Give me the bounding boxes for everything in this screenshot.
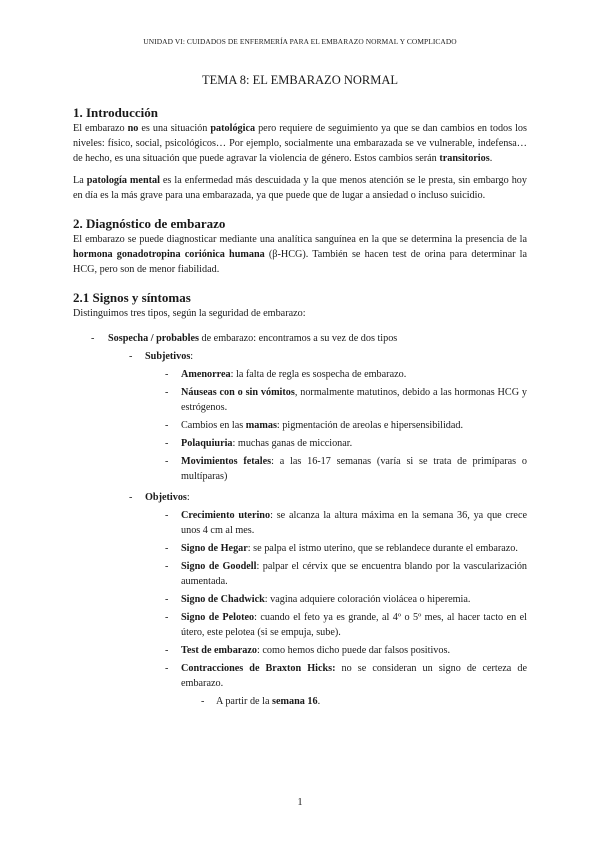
section-heading-signos: 2.1 Signos y síntomas xyxy=(73,290,191,305)
dash-bullet: - xyxy=(165,612,169,623)
bold-run: patológica xyxy=(210,123,256,134)
dash-bullet: - xyxy=(165,510,169,521)
bold-run: Subjetivos xyxy=(145,351,191,362)
text-run: El embarazo se puede diagnosticar mediante una analítica sanguínea en la que se determina la presencia de la xyxy=(73,234,527,245)
bold-run: Crecimiento uterino xyxy=(181,510,271,521)
list-item-test xyxy=(73,643,527,658)
bold-run: Signo de Chadwick xyxy=(181,594,265,605)
running-header: UNIDAD VI: CUIDADOS DE ENFERMERÍA PARA EL EMBARAZO NORMAL Y COMPLICADO xyxy=(143,37,457,46)
list-item-goodell xyxy=(73,559,527,589)
bold-run: hormona gonadotropina coriónica humana xyxy=(73,249,265,260)
bold-run: Signo de Hegar xyxy=(181,543,248,554)
text-run: : xyxy=(186,492,190,503)
list-item-mamas xyxy=(73,418,527,433)
list-item-semana16 xyxy=(73,694,527,709)
document-body xyxy=(73,104,527,709)
bold-run: Náuseas con o sin vómitos xyxy=(181,387,295,398)
bold-run: no xyxy=(127,123,139,134)
section-heading-diagnostico: 2. Diagnóstico de embarazo xyxy=(73,216,226,231)
text-run: : muchas ganas de miccionar. xyxy=(232,438,353,449)
bold-run: Test de embarazo xyxy=(181,645,258,656)
list-item-hegar xyxy=(73,541,527,556)
text-run: es una situación xyxy=(138,123,211,134)
text-run: : a las 16-17 semanas (varía si se trata de primíparas o multíparas) xyxy=(181,456,527,482)
text-run: Cambios en las xyxy=(181,420,246,431)
dash-bullet: - xyxy=(165,594,169,605)
bold-run: Polaquiuria xyxy=(181,438,233,449)
list-item-movimientos xyxy=(73,454,527,484)
dash-bullet: - xyxy=(129,351,133,362)
dash-bullet: - xyxy=(91,333,95,344)
list-item-peloteo xyxy=(73,610,527,640)
section-heading-introduccion: 1. Introducción xyxy=(73,105,158,120)
text-run: (β-HCG). También se hacen test de orina para determinar la HCG, pero son de menor fiabilidad. xyxy=(73,249,527,275)
dash-bullet: - xyxy=(165,543,169,554)
bold-run: Movimientos fetales xyxy=(181,456,272,467)
text-run: : se alcanza la altura máxima en la semana 36, ya que crece unos 4 cm al mes. xyxy=(181,510,527,536)
text-run: : pigmentación de areolas e hipersensibilidad. xyxy=(276,420,464,431)
bold-run: Sospecha / probables xyxy=(108,333,199,344)
text-run: no se consideran un signo de certeza de embarazo. xyxy=(181,663,527,689)
bold-run: Contracciones de Braxton Hicks: xyxy=(181,663,336,674)
dash-bullet: - xyxy=(201,696,205,707)
dash-bullet: - xyxy=(129,492,133,503)
bold-run: Objetivos xyxy=(145,492,187,503)
text-run: : vagina adquiere coloración violácea o hiperemia. xyxy=(264,594,471,605)
text-run: : xyxy=(190,351,194,362)
page-title: TEMA 8: EL EMBARAZO NORMAL xyxy=(201,73,399,87)
list-item-braxton xyxy=(73,661,527,691)
list-item-amenorrea xyxy=(73,367,527,382)
dash-bullet: - xyxy=(165,438,169,449)
page-number: 1 xyxy=(297,797,303,808)
list-item-objetivos xyxy=(73,490,527,505)
text-run: : como hemos dicho puede dar falsos positivos. xyxy=(257,645,450,656)
bold-run: transitorios xyxy=(439,153,490,164)
bold-run: Amenorrea xyxy=(181,369,231,380)
paragraph-introduccion-2 xyxy=(73,173,527,203)
list-item-sospecha xyxy=(73,331,527,346)
dash-bullet: - xyxy=(165,420,169,431)
dash-bullet: - xyxy=(165,645,169,656)
list-item-chadwick xyxy=(73,592,527,607)
dash-bullet: - xyxy=(165,369,169,380)
text-run: : se palpa el istmo uterino, que se reblandece durante el embarazo. xyxy=(247,543,518,554)
list-item-polaquiuria xyxy=(73,436,527,451)
dash-bullet: - xyxy=(165,387,169,398)
text-run: de embarazo: encontramos a su vez de dos tipos xyxy=(198,333,398,344)
paragraph-signos-intro: Distinguimos tres tipos, según la seguridad de embarazo: xyxy=(73,308,306,319)
dash-bullet: - xyxy=(165,663,169,674)
dash-bullet: - xyxy=(165,561,169,572)
bold-run: Signo de Goodell xyxy=(181,561,257,572)
text-run: , normalmente matutinos, debido a las hormonas HCG y estrógenos. xyxy=(181,387,527,413)
bold-run: mamas xyxy=(245,420,277,431)
text-run: . xyxy=(317,696,321,707)
text-run: A partir de la xyxy=(216,696,273,707)
text-run: : palpar el cérvix que se encuentra blando por la vascularización aumentada. xyxy=(181,561,528,587)
list-item-crecimiento xyxy=(73,508,527,538)
text-run: El embarazo xyxy=(73,123,128,134)
bold-run: patología mental xyxy=(86,175,160,186)
bold-run: Signo de Peloteo xyxy=(181,612,255,623)
bold-run: semana 16 xyxy=(272,696,318,707)
text-run: : la falta de regla es sospecha de embarazo. xyxy=(230,369,407,380)
dash-bullet: - xyxy=(165,456,169,467)
text-run: La xyxy=(73,175,87,186)
text-run: es la enfermedad más descuidada y la que menos atención se le presta, sin embargo hoy en día es la más grave para una embarazada, ya que puede que de lugar a ansiedad o incluso suicidio. xyxy=(73,175,527,201)
paragraph-introduccion-1 xyxy=(73,121,527,166)
text-run: pero requiere de seguimiento ya que se dan cambios en todos los niveles: físico, social, psicológicos… Por ejemplo, socialmente una embarazada se ve vulnerable, indefensa… de hecho, es una situación que puede agravar la violencia de género. Estos cambios serán xyxy=(73,123,527,164)
list-item-subjetivos xyxy=(73,349,527,364)
text-run: : cuando el feto ya es grande, al 4º o 5º mes, al hacer tacto en el útero, este pelotea (si se empuja, sube). xyxy=(181,612,527,638)
text-run: . xyxy=(489,153,493,164)
list-item-nauseas xyxy=(73,385,527,415)
paragraph-diagnostico xyxy=(73,232,527,277)
